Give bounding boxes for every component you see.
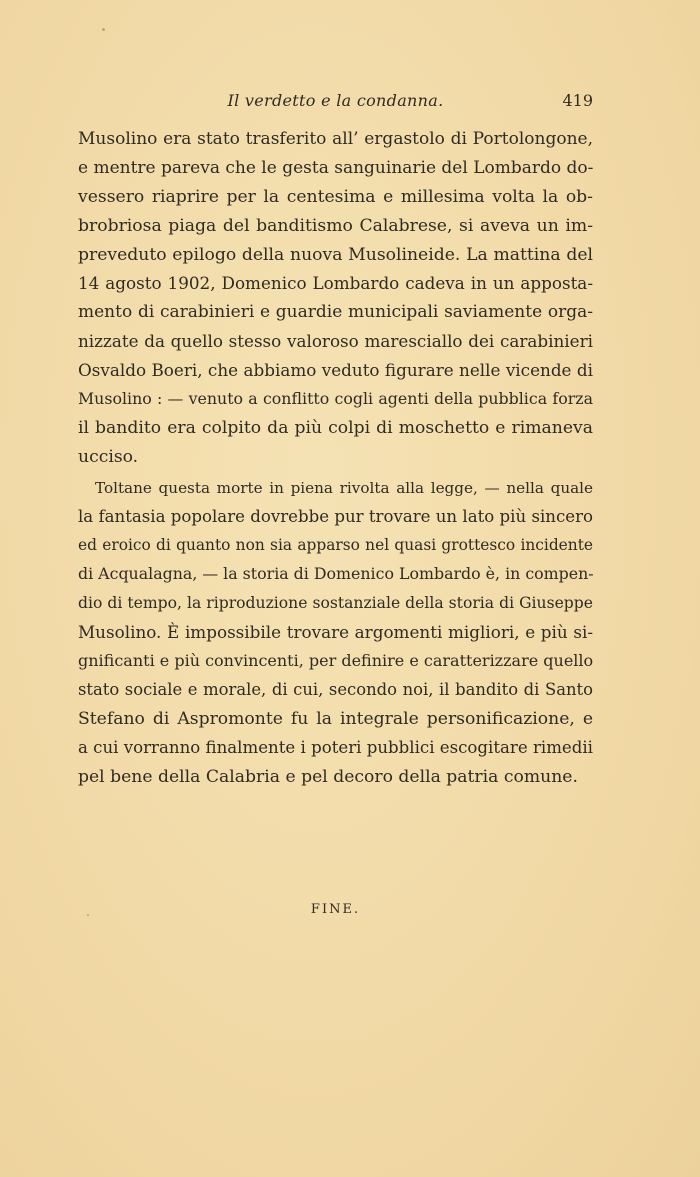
- paragraph-2: [78, 474, 593, 792]
- body-text: [78, 125, 593, 791]
- text-line: vessero riaprire per la centesima e millesima volta la ob-: [78, 186, 593, 207]
- text-line: Toltane questa morte in piena rivolta alla legge, — nella quale: [95, 478, 593, 497]
- text-line: stato sociale e morale, di cui, secondo noi, il bandito di Santo: [78, 679, 593, 699]
- text-line: pel bene della Calabria e pel decoro della patria comune.: [78, 766, 578, 787]
- text-line: brobriosa piaga del banditismo Calabrese, si aveva un im-: [78, 215, 593, 236]
- text-line: il bandito era colpito da più colpi di moschetto e rimaneva: [78, 417, 593, 438]
- text-line: Musolino : — venuto a conflitto cogli agenti della pubblica forza: [78, 389, 593, 409]
- text-line: Stefano di Aspromonte fu la integrale personificazione, e: [78, 708, 593, 729]
- text-line: Musolino. È impossibile trovare argomenti migliori, e più si-: [78, 622, 593, 643]
- text-line: nizzate da quello stesso valoroso maresciallo dei carabinieri: [78, 331, 593, 352]
- text-line: 14 agosto 1902, Domenico Lombardo cadeva in un apposta-: [78, 273, 593, 294]
- end-mark: FINE.: [310, 902, 361, 917]
- text-line: Osvaldo Boeri, che abbiamo veduto figurare nelle vicende di: [78, 360, 593, 381]
- text-line: gnificanti e più convincenti, per definire e caratterizzare quello: [78, 651, 594, 671]
- running-header: [78, 88, 593, 114]
- paragraph-1: [78, 125, 593, 472]
- text-line: Musolino era stato trasferito all’ ergastolo di Portolongone,: [78, 129, 593, 149]
- text-line: dio di tempo, la riproduzione sostanziale della storia di Giuseppe: [78, 594, 593, 613]
- paper-speck: [102, 28, 105, 31]
- text-line: e mentre pareva che le gesta sanguinarie del Lombardo do-: [78, 157, 594, 178]
- text-line: a cui vorranno finalmente i poteri pubblici escogitare rimedii: [78, 737, 593, 757]
- text-line: ucciso.: [78, 446, 139, 467]
- text-line: di Acqualagna, — la storia di Domenico Lombardo è, in compen-: [78, 564, 594, 584]
- paper-speck: [87, 914, 89, 916]
- running-title: Il verdetto e la condanna.: [227, 91, 444, 110]
- text-line: la fantasia popolare dovrebbe pur trovare un lato più sincero: [78, 506, 593, 526]
- page-number: 419: [562, 91, 593, 110]
- text-line: ed eroico di quanto non sia apparso nel quasi grottesco incidente: [78, 536, 593, 555]
- text-line: preveduto epilogo della nuova Musolineide. La mattina del: [78, 244, 593, 265]
- text-line: mento di carabinieri e guardie municipali saviamente orga-: [78, 302, 593, 323]
